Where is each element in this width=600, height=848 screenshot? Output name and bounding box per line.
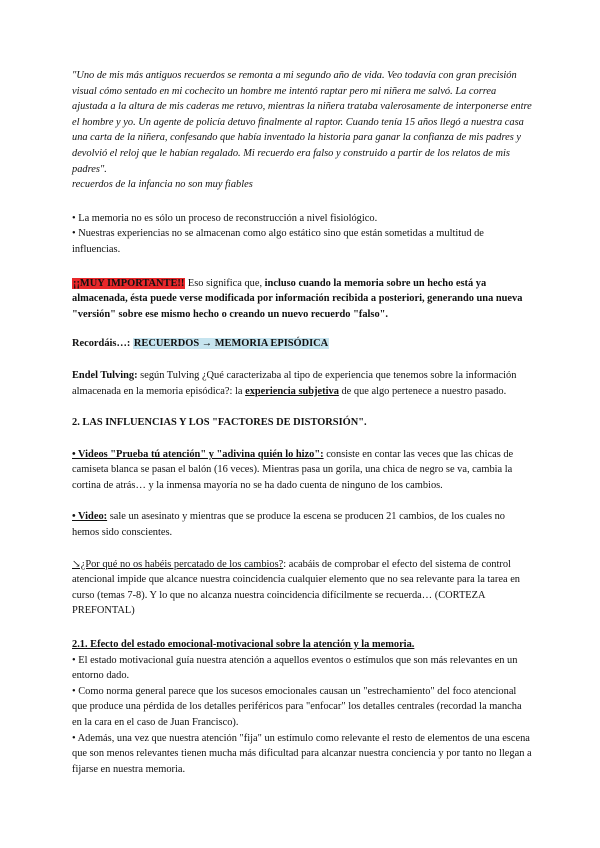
tulving-name: Endel Tulving: xyxy=(72,369,138,381)
quote-tail: recuerdos de la infancia no son muy fiables xyxy=(72,179,253,191)
video2-text: sale un asesinato y mientras que se produce la escena se producen 21 cambios, de los cuales no hemos sido conscientes. xyxy=(72,511,505,539)
bullet-experiences: • Nuestras experiencias no se almacenan como algo estático sino que están sometidas a multitud de influencias. xyxy=(72,228,484,255)
important-badge: ¡¡MUY IMPORTANTE!! xyxy=(73,277,185,289)
memory-highlight: RECUERDOS → MEMORIA EPISÓDICA xyxy=(133,338,329,350)
video2-paragraph xyxy=(72,509,532,540)
bullet-reconstruction: • La memoria no es sólo un proceso de reconstrucción a nivel fisiológico. xyxy=(72,212,378,224)
why-question: ↘¿Por qué no os habéis percatado de los cambios? xyxy=(72,558,284,570)
video1-label: • Videos "Prueba tú atención" y "adivina quién lo hizo": xyxy=(72,448,324,460)
bullet-emotional: • Como norma general parece que los sucesos emocionales causan un "estrechamiento" del foco atencional que produce una pérdida de los detalles periféricos para "enfocar" los detalles centrales (recordad la mancha en la cara en el caso de Juan Francisco). xyxy=(72,685,522,728)
document-page xyxy=(72,68,532,777)
why-paragraph xyxy=(72,557,532,619)
section-2-1-title: 2.1. Efecto del estado emocional-motivacional sobre la atención y la memoria. xyxy=(72,639,415,651)
recordais-label: Recordáis…: xyxy=(72,338,133,350)
video1-text: consiste en contar las veces que las chicas de camiseta blanca se pasan el balón (16 veces). Mientras pasa un gorila, una chica de negro se va, cambia la cortina de atrás… y la inmensa mayoría no se ha dado cuenta de ninguno de los cambios. xyxy=(72,448,514,491)
why-text: : acabáis de comprobar el efecto del sistema de control atencional impide que alcance nuestra coincidencia cualquier elemento que no sea relevante para la tarea en curso (temas 7-8). Y lo que no alcanza nuestra coincidencia difícilmente se recuerda… (CORTEZA PREFONTAL) xyxy=(72,558,521,617)
recordais-line xyxy=(72,336,532,352)
bullet-attention: • Además, una vez que nuestra atención "fija" un estímulo como relevante el resto de elementos de una escena que son menos relevantes tienen mucha más dificultad para alcanzar nuestra conciencia y por tanto no llegan a fijarse en nuestra memoria. xyxy=(72,732,532,775)
subjective-experience: experiencia subjetiva xyxy=(245,385,339,397)
important-paragraph xyxy=(72,276,532,323)
section-2-title: 2. LAS INFLUENCIAS Y LOS "FACTORES DE DISTORSIÓN". xyxy=(72,417,367,429)
important-lead: Eso significa que, xyxy=(185,277,265,289)
important-bold-text: incluso cuando la memoria sobre un hecho está ya almacenada, ésta puede verse modificada por información recibida a posteriori, generando una nueva "versión" sobre ese mismo hecho o creando un nuevo recuerdo "falso". xyxy=(72,277,523,320)
tulving-paragraph xyxy=(72,368,532,399)
video1-paragraph xyxy=(72,447,532,494)
tulving-text-end: de que algo pertenece a nuestro pasado. xyxy=(338,385,507,397)
bullet-motivational: • El estado motivacional guía nuestra atención a aquellos eventos o estímulos que son más relevantes en un entorno dado. xyxy=(72,654,518,682)
quote-paragraph: "Uno de mis más antiguos recuerdos se remonta a mi segundo año de vida. Veo todavía con gran precisión visual cómo sentado en mi cochecito un hombre me intentó raptar pero mi niñera me salvó. La correa ajustada a la altura de mis caderas me retuvo, mientras la niñera trataba valerosamente de interponerse entre el hombre y yo. Un agente de policía detuvo finalmente al raptor. Cuando tenía 15 años llegó a nuestra casa una carta de la niñera, confesando que había inventado la historia para ganar la confianza de mis padres y devolvió el reloj que le habían regalado. Mi recuerdo era falso y construido a partir de los relatos de mis padres". xyxy=(72,70,532,175)
tulving-text: según Tulving ¿Qué caracterizaba al tipo de experiencia que tenemos sobre la información almacenada en la memoria episódica?: la xyxy=(72,369,517,397)
video2-label: • Video: xyxy=(72,511,108,523)
